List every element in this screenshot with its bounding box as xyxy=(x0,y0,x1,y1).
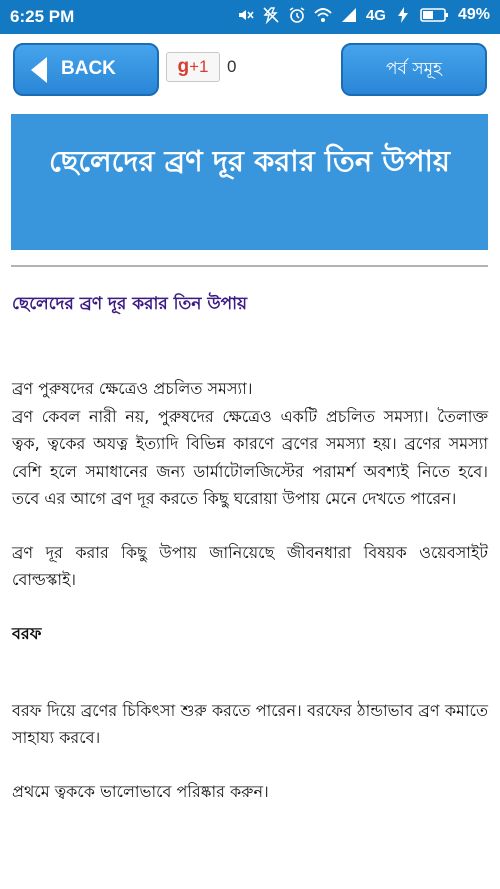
battery-icon xyxy=(420,6,450,24)
google-plus-one-button[interactable] xyxy=(166,52,220,82)
parts-button[interactable]: পর্ব সমূহ xyxy=(341,43,487,96)
charging-icon xyxy=(394,6,412,24)
section-subheading: বরফ xyxy=(12,623,42,643)
network-type: 4G xyxy=(365,6,386,24)
article-heading: ছেলেদের ব্রণ দূর করার তিন উপায় xyxy=(12,294,248,314)
paragraph: ব্রণ কেবল নারী নয়, পুরুষদের ক্ষেত্রেও একটি প্রচলিত সমস্যা। তৈলাক্ত ত্বক, ত্বকের অযত্ন ইত্যাদি বিভিন্ন কারণে ব্রণের সমস্যা হয়। ব্রণের সমস্যা বেশি হলে সমাধানের জন্য ডার্মাটোলজিস্টের পরামর্শ অবশ্যই নিতে হবে। তবে এর আগে ব্রণ দূর করতে কিছু ঘরোয়া উপায় মেনে দেখতে পারেন। xyxy=(12,406,488,508)
title-banner xyxy=(11,114,488,250)
paragraph: ব্রণ পুরুষদের ক্ষেত্রেও প্রচলিত সমস্যা। xyxy=(12,379,253,398)
mute-icon xyxy=(236,6,254,24)
back-button[interactable] xyxy=(13,43,159,96)
plus-one-count: 0 xyxy=(227,57,237,76)
paragraph: ব্রণ দূর করার কিছু উপায় জানিয়েছে জীবনধারা বিষয়ক ওয়েবসাইট বোল্ডস্কাই। xyxy=(12,542,488,589)
wifi-icon xyxy=(314,6,332,24)
back-button-label: BACK xyxy=(61,58,116,79)
google-plus-icon: g xyxy=(177,56,190,77)
back-arrow-icon xyxy=(31,57,47,83)
toolbar xyxy=(0,34,500,104)
divider xyxy=(11,265,488,267)
signal-icon xyxy=(340,6,358,24)
status-icons xyxy=(236,6,490,24)
alarm-icon xyxy=(288,6,306,24)
battery-percent: 49% xyxy=(457,6,490,23)
plus-one-label: +1 xyxy=(189,57,209,76)
page-title: ছেলেদের ব্রণ দূর করার তিন উপায় xyxy=(48,144,450,178)
paragraph: বরফ দিয়ে ব্রণের চিকিৎসা শুরু করতে পারেন। বরফের ঠান্ডাভাব ব্রণ কমাতে সাহায্য করবে। xyxy=(12,700,488,747)
paragraph: প্রথমে ত্বককে ভালোভাবে পরিষ্কার করুন। xyxy=(12,781,269,801)
no-data-icon xyxy=(262,6,280,24)
status-time: 6:25 PM xyxy=(10,7,75,26)
status-bar xyxy=(0,0,500,34)
article-body xyxy=(12,290,488,805)
